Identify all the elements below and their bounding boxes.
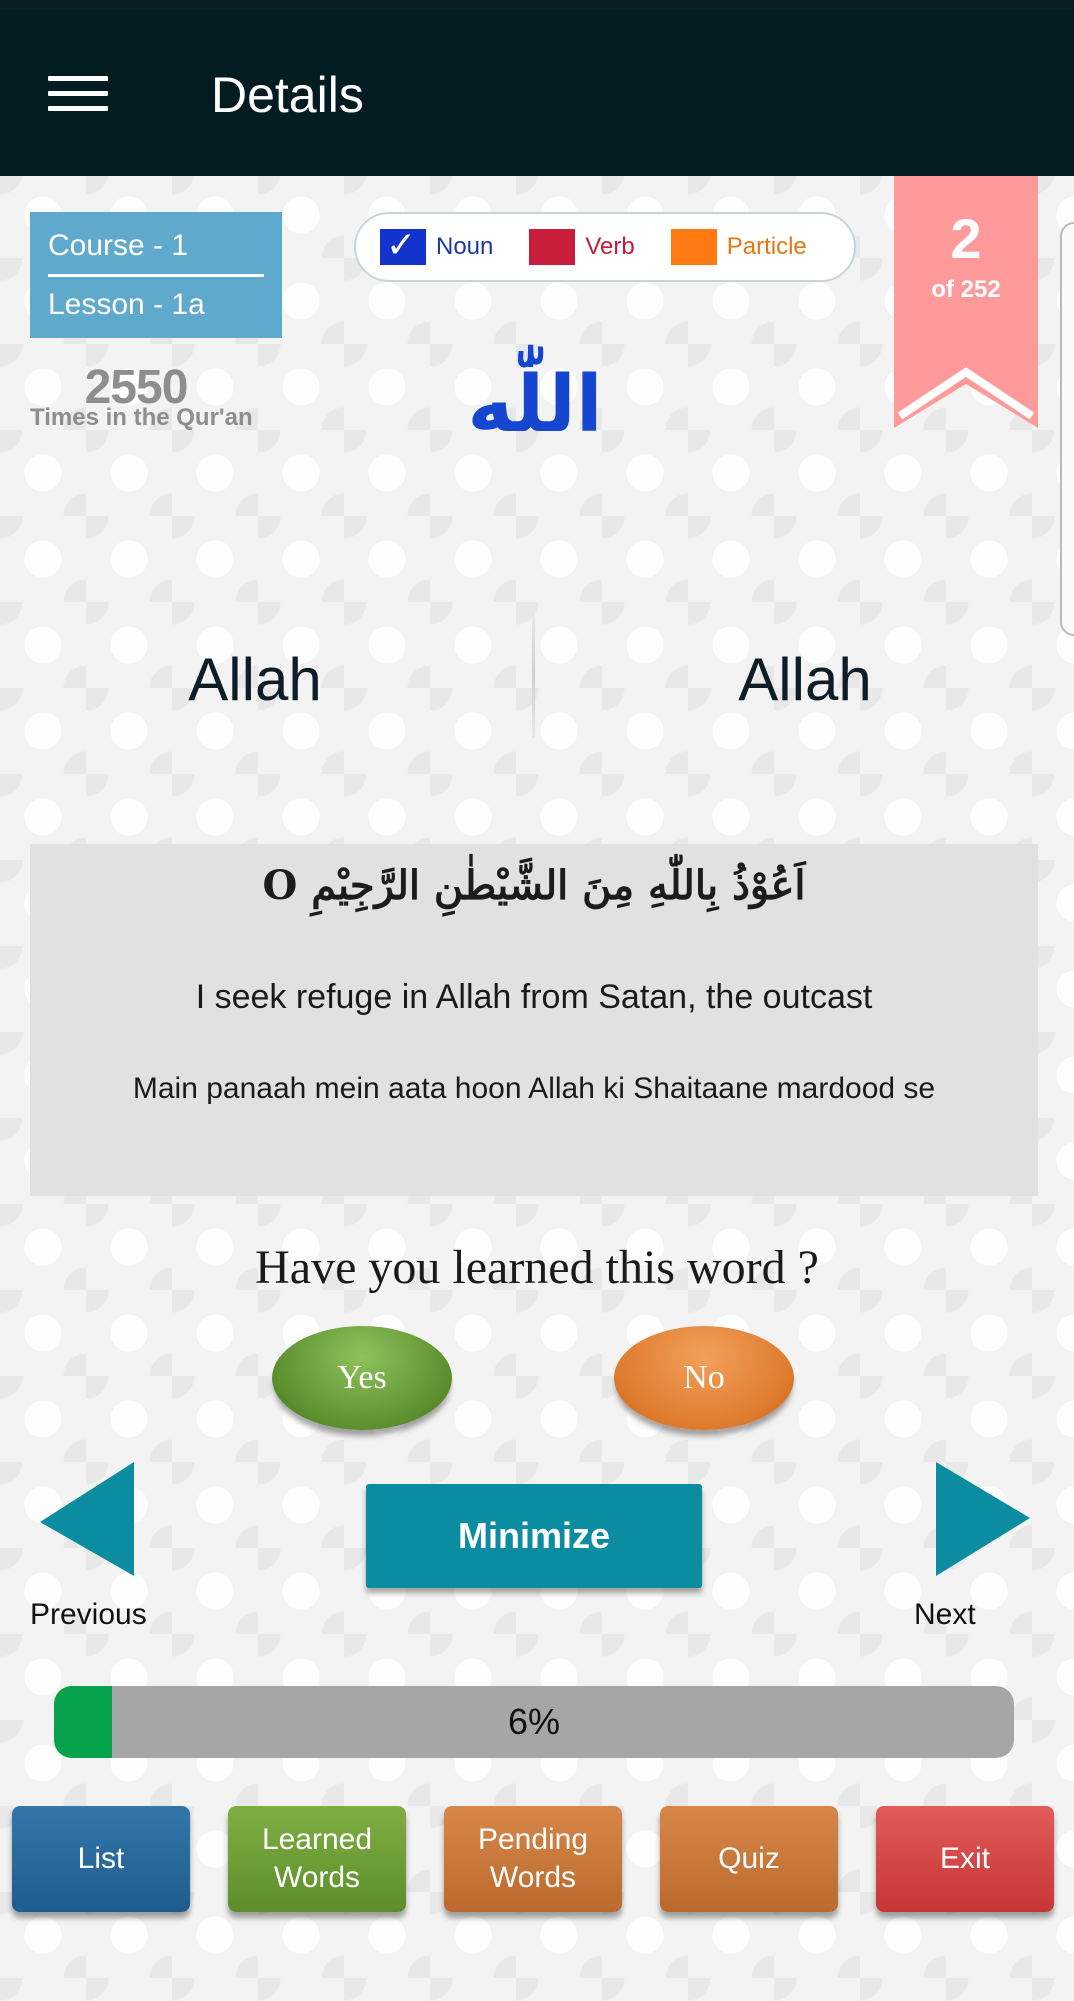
side-drawer-handle[interactable]: [1060, 222, 1074, 636]
previous-label[interactable]: Previous: [30, 1598, 147, 1631]
minimize-button[interactable]: Minimize: [366, 1484, 702, 1588]
app-bar: [0, 10, 1074, 176]
quiz-button-label: Quiz: [718, 1842, 780, 1875]
word-type-legend: [354, 212, 856, 282]
pending-words-label-line2: Words: [489, 1861, 577, 1894]
progress-bar: [54, 1686, 1014, 1758]
lesson-label: Lesson - 1a: [48, 288, 205, 321]
frequency-count: 2550: [84, 361, 188, 414]
status-bar: [0, 0, 1074, 10]
ayah-example-box: [30, 844, 1038, 1196]
learned-words-label: [262, 1821, 372, 1897]
verb-checkbox[interactable]: [529, 229, 575, 265]
list-button-label: List: [77, 1842, 125, 1875]
word-position-total: of 252: [931, 276, 1001, 303]
progress-percent: 6%: [507, 1701, 561, 1742]
legend-item-noun[interactable]: [380, 224, 494, 265]
learned-words-label-line1: Learned: [261, 1823, 373, 1856]
frequency-label: Times in the Qur'an: [30, 404, 253, 431]
learned-words-label-line2: Words: [273, 1861, 361, 1894]
bottom-button-bar: [0, 1806, 1074, 1916]
legend-label-particle: Particle: [726, 233, 807, 260]
legend-label-verb: Verb: [585, 233, 635, 260]
no-button[interactable]: No: [614, 1326, 794, 1430]
noun-checkbox[interactable]: [380, 224, 426, 265]
ayah-roman-urdu-translation: Main panaah mein aata hoon Allah ki Shaitaane mardood se: [132, 1072, 936, 1105]
meaning-divider: [532, 612, 535, 738]
course-lesson-box: [30, 212, 282, 338]
ayah-arabic-text: اَعُوْذُ بِاللّٰهِ مِنَ الشَّيْطٰنِ الرَّجِيْمِ O: [262, 862, 806, 909]
learned-question: Have you learned this word ?: [255, 1241, 819, 1294]
arabic-word: اللّٰه: [467, 360, 603, 450]
exit-button[interactable]: [876, 1806, 1054, 1912]
pending-words-label: [478, 1821, 588, 1897]
exit-button-label: Exit: [939, 1842, 990, 1875]
ayah-english-translation: I seek refuge in Allah from Satan, the outcast: [195, 978, 873, 1016]
meaning-english: Allah: [188, 646, 322, 713]
learned-words-button[interactable]: [228, 1806, 406, 1912]
next-label[interactable]: Next: [914, 1598, 976, 1631]
legend-item-particle[interactable]: [671, 229, 807, 265]
particle-checkbox[interactable]: [671, 229, 717, 265]
list-button[interactable]: [12, 1806, 190, 1912]
meaning-urdu: Allah: [738, 646, 872, 713]
next-arrow-icon[interactable]: [932, 1460, 1042, 1578]
course-label: Course - 1: [48, 226, 264, 277]
legend-item-verb[interactable]: [529, 229, 634, 265]
quiz-button[interactable]: [660, 1806, 838, 1912]
pending-words-button[interactable]: [444, 1806, 622, 1912]
pending-words-label-line1: Pending: [477, 1823, 589, 1856]
previous-arrow-icon[interactable]: [36, 1460, 146, 1578]
checkmark-icon: ✓: [386, 224, 417, 265]
word-position-number: 2: [950, 207, 982, 270]
hamburger-menu-icon[interactable]: [48, 72, 110, 116]
legend-label-noun: Noun: [436, 233, 494, 260]
page-title: Details: [211, 67, 364, 123]
yes-button[interactable]: Yes: [272, 1326, 452, 1430]
